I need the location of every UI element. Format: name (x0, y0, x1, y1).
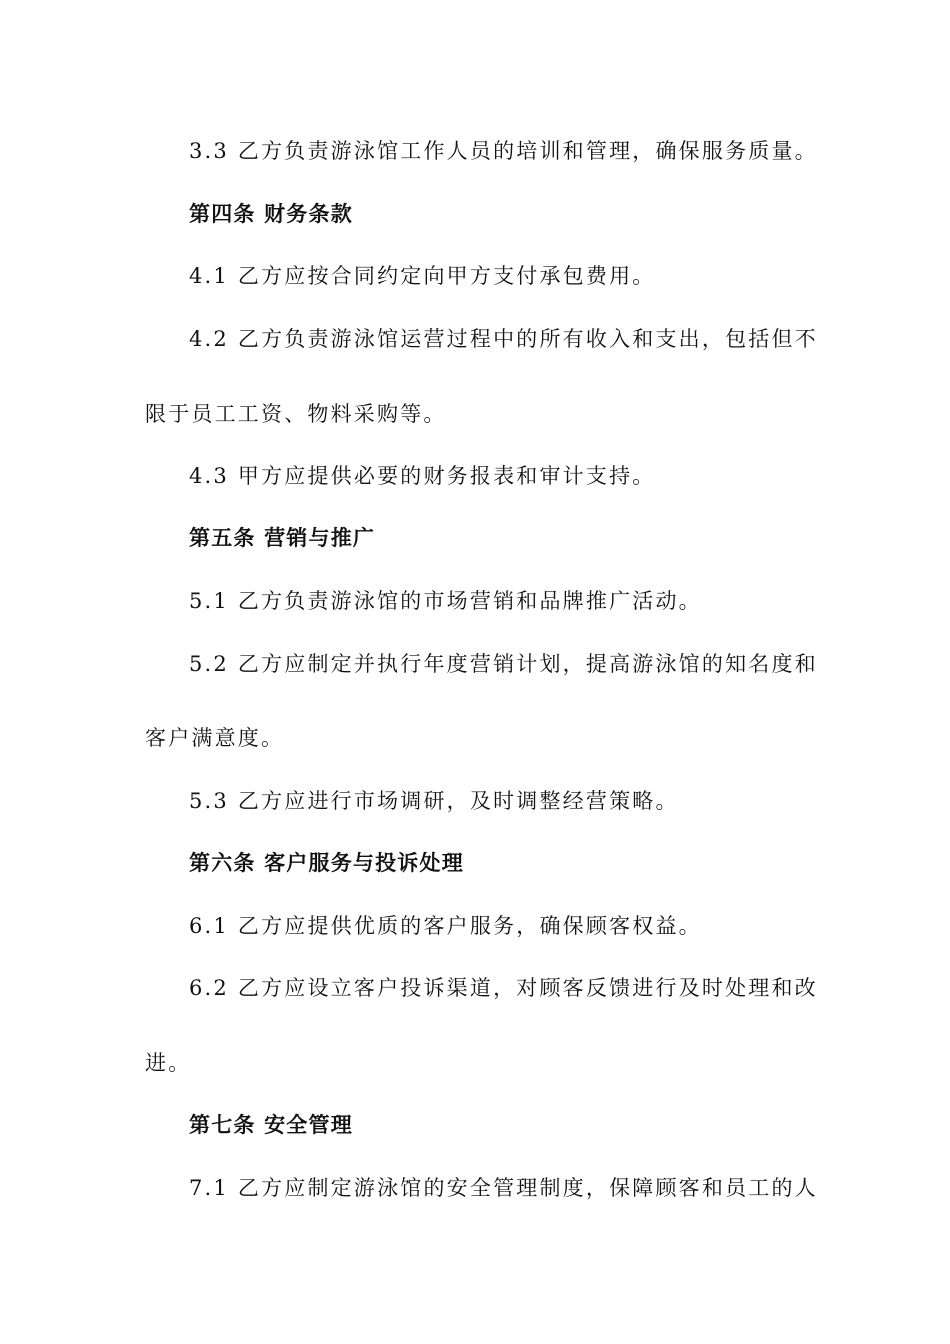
clause-7-1: 7.1 乙方应制定游泳馆的安全管理制度，保障顾客和员工的人 (189, 1176, 818, 1200)
article-7-heading: 第七条 安全管理 (189, 1112, 353, 1137)
clause-4-2: 4.2 乙方负责游泳馆运营过程中的所有收入和支出，包括但不 (189, 327, 818, 351)
clause-5-1: 5.1 乙方负责游泳馆的市场营销和品牌推广活动。 (189, 589, 702, 613)
article-6-heading: 第六条 客户服务与投诉处理 (189, 850, 464, 875)
clause-4-1: 4.1 乙方应按合同约定向甲方支付承包费用。 (189, 264, 656, 288)
clause-6-1: 6.1 乙方应提供优质的客户服务，确保顾客权益。 (189, 914, 702, 938)
clause-5-3: 5.3 乙方应进行市场调研，及时调整经营策略。 (189, 789, 679, 813)
clause-3-3: 3.3 乙方负责游泳馆工作人员的培训和管理，确保服务质量。 (189, 139, 818, 163)
clause-5-2: 5.2 乙方应制定并执行年度营销计划，提高游泳馆的知名度和 (189, 652, 818, 676)
article-4-heading: 第四条 财务条款 (189, 201, 353, 226)
article-5-heading: 第五条 营销与推广 (189, 525, 376, 550)
clause-6-2-continuation: 进。 (145, 1051, 192, 1075)
clause-4-2-continuation: 限于员工工资、物料采购等。 (145, 402, 447, 426)
clause-4-3: 4.3 甲方应提供必要的财务报表和审计支持。 (189, 464, 656, 488)
clause-5-2-continuation: 客户满意度。 (145, 726, 285, 750)
clause-6-2: 6.2 乙方应设立客户投诉渠道，对顾客反馈进行及时处理和改 (189, 976, 818, 1000)
